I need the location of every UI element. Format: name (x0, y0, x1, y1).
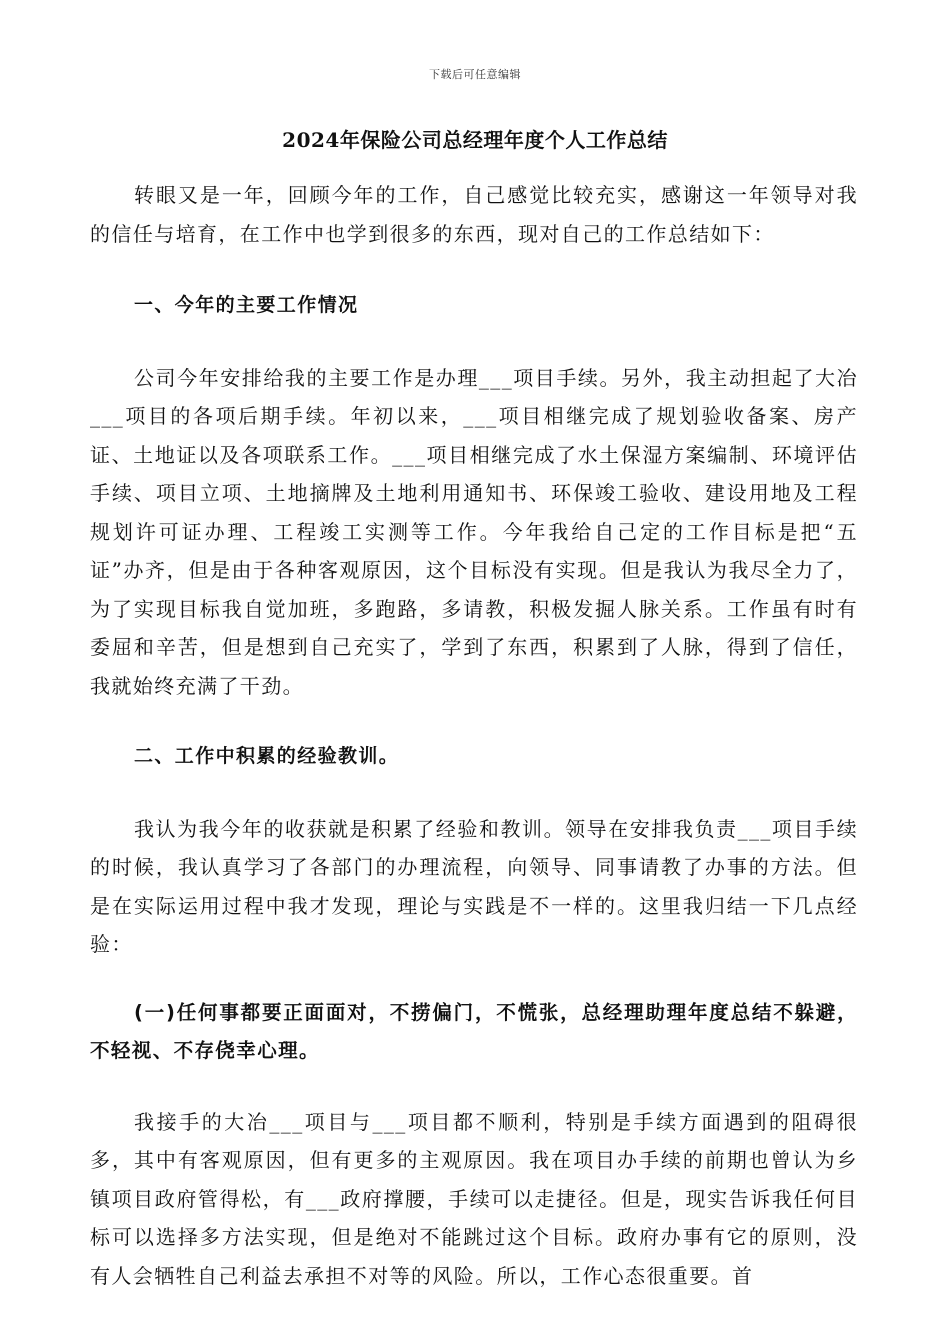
section-heading-1: 一、今年的主要工作情况 (134, 294, 359, 316)
document-title: 2024年保险公司总经理年度个人工作总结 (282, 128, 668, 152)
section-paragraph-2: 我认为我今年的收获就是积累了经验和教训。领导在安排我负责___项目手续的时候，我认真学习了各部门的办理流程，向领导、同事请教了办事的方法。但是在实际运用过程中我才发现，理论与实践是不一样的。这里我归结一下几点经验： (90, 816, 858, 956)
subsection-paragraph-1: 我接手的大冶___项目与___项目都不顺利，特别是手续方面遇到的阻碍很多，其中有客观原因，但有更多的主观原因。我在项目办手续的前期也曾认为乡镇项目政府管得松，有___政府撑腰，手续可以走捷径。但是，现实告诉我任何目标可以选择多方法实现，但是绝对不能跳过这个目标。政府办事有它的原则，没有人会牺牲自己利益去承担不对等的风险。所以，工作心态很重要。首 (90, 1109, 858, 1288)
document-body (90, 176, 858, 1295)
section-heading-2: 二、工作中积累的经验教训。 (134, 745, 400, 767)
header-note: 下载后可任意编辑 (429, 68, 521, 81)
subsection-heading-1: (一)任何事都要正面面对，不捞偏门，不慌张，总经理助理年度总结不躲避，不轻视、不存侥幸心理。 (90, 1000, 858, 1062)
intro-paragraph: 转眼又是一年，回顾今年的工作，自己感觉比较充实，感谢这一年领导对我的信任与培育，在工作中也学到很多的东西，现对自己的工作总结如下： (90, 183, 858, 246)
section-paragraph-1: 公司今年安排给我的主要工作是办理___项目手续。另外，我主动担起了大冶___项目的各项后期手续。年初以来，___项目相继完成了规划验收备案、房产证、土地证以及各项联系工作。___项目相继完成了水土保湿方案编制、环境评估手续、项目立项、土地摘牌及土地利用通知书、环保竣工验收、建设用地及工程规划许可证办理、工程竣工实测等工作。今年我给自己定的工作目标是把“五证”办齐，但是由于各种客观原因，这个目标没有实现。但是我认为我尽全力了，为了实现目标我自觉加班，多跑路，多请教，积极发掘人脉关系。工作虽有时有委屈和辛苦，但是想到自己充实了，学到了东西，积累到了人脉，得到了信任，我就始终充满了干劲。 (90, 365, 858, 698)
